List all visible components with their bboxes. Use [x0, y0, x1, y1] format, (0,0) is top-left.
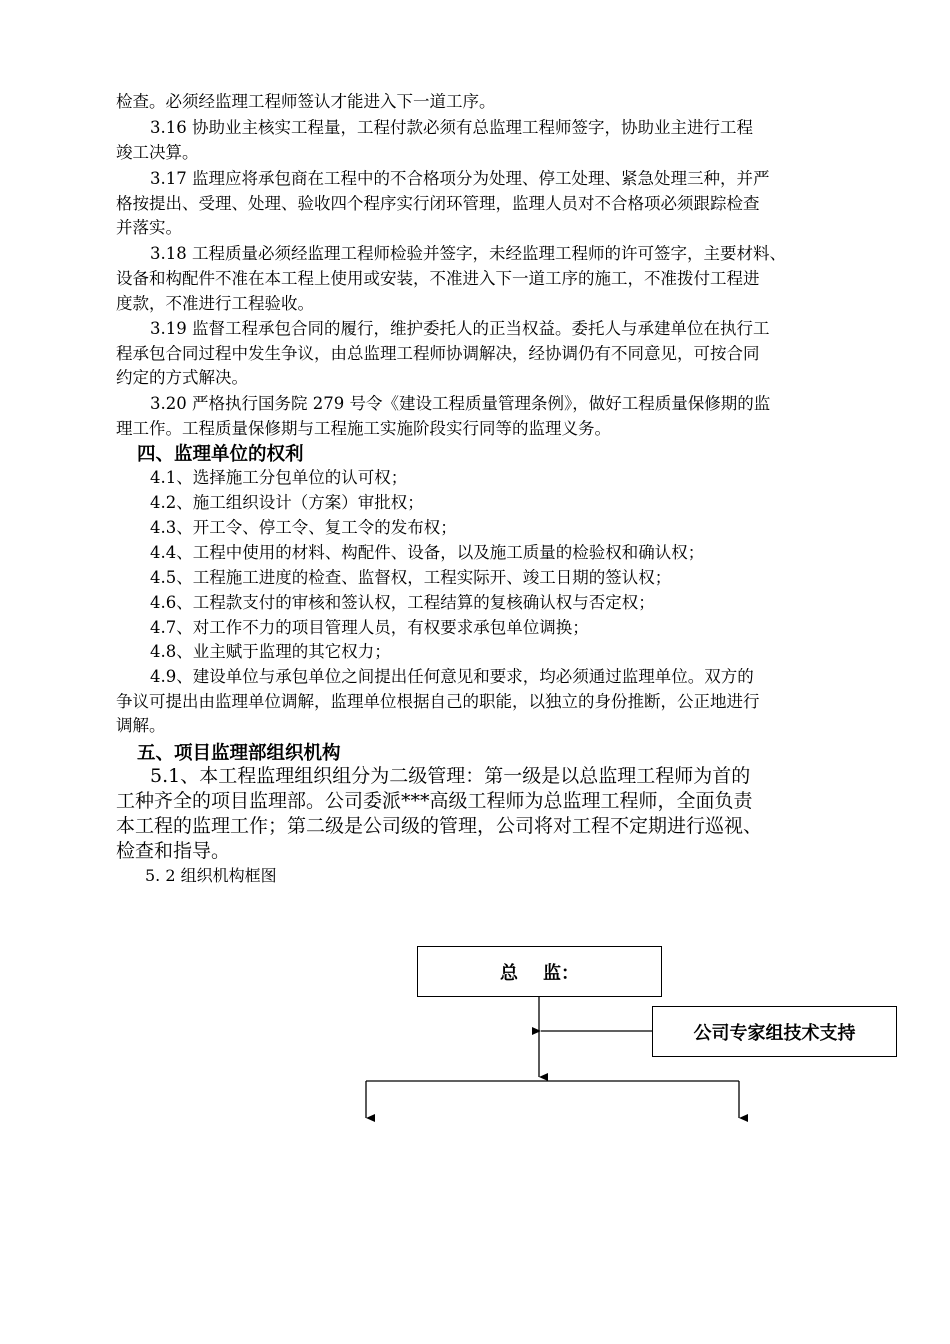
- paragraph-line: 本工程的监理工作；第二级是公司级的管理，公司将对工程不定期进行巡视、: [116, 815, 763, 837]
- paragraph-line: 并落实。: [116, 218, 182, 237]
- section-heading: 五、项目监理部组织机构: [137, 743, 341, 764]
- figure-caption: 5. 2 组织机构框图: [145, 866, 277, 885]
- paragraph-line: 争议可提出由监理单位调解，监理单位根据自己的职能，以独立的身份推断，公正地进行: [116, 692, 760, 711]
- paragraph-line: 3.18 工程质量必须经监理工程师检验并签字，未经监理工程师的许可签字，主要材料、: [150, 244, 786, 263]
- paragraph-line: 约定的方式解决。: [116, 368, 248, 387]
- list-item: 4.5、工程施工进度的检查、监督权，工程实际开、竣工日期的签认权；: [150, 568, 672, 587]
- paragraph-line: 检查和指导。: [116, 840, 231, 862]
- paragraph-line: 3.16 协助业主核实工程量，工程付款必须有总监理工程师签字，协助业主进行工程: [150, 118, 753, 137]
- paragraph-line: 设备和构配件不准在本工程上使用或安装，不准进入下一道工序的施工，不准拨付工程进: [116, 269, 760, 288]
- paragraph-line: 5.1、本工程监理组织组分为二级管理：第一级是以总监理工程师为首的: [150, 765, 751, 787]
- expert-support-box: [652, 1006, 897, 1057]
- section-heading: 四、监理单位的权利: [137, 444, 304, 465]
- paragraph-line: 3.20 严格执行国务院 279 号令《建设工程质量管理条例》，做好工程质量保修期的监: [150, 394, 771, 413]
- list-item: 4.3、开工令、停工令、复工令的发布权；: [150, 518, 457, 537]
- chief-supervisor-box: [417, 946, 662, 997]
- paragraph-line: 格按提出、受理、处理、验收四个程序实行闭环管理，监理人员对不合格项必须跟踪检查: [116, 194, 760, 213]
- paragraph-line: 工种齐全的项目监理部。公司委派***高级工程师为总监理工程师，全面负责: [116, 790, 753, 812]
- list-item: 4.7、对工作不力的项目管理人员，有权要求承包单位调换；: [150, 618, 589, 637]
- paragraph-line: 程承包合同过程中发生争议，由总监理工程师协调解决，经协调仍有不同意见，可按合同: [116, 344, 760, 363]
- chief-supervisor-label: 总 监：: [499, 962, 580, 984]
- paragraph-line: 竣工决算。: [116, 143, 199, 162]
- paragraph-line: 理工作。工程质量保修期与工程施工实施阶段实行同等的监理义务。: [116, 419, 611, 438]
- list-item: 4.1、选择施工分包单位的认可权；: [150, 468, 408, 487]
- expert-support-label: 公司专家组技术支持: [693, 1022, 856, 1044]
- list-item: 4.2、施工组织设计（方案）审批权；: [150, 493, 424, 512]
- paragraph-line: 3.17 监理应将承包商在工程中的不合格项分为处理、停工处理、紧急处理三种，并严: [150, 169, 770, 188]
- paragraph-line: 调解。: [116, 716, 166, 735]
- list-item: 4.8、业主赋于监理的其它权力；: [150, 642, 391, 661]
- list-item: 4.6、工程款支付的审核和签认权，工程结算的复核确认权与否定权；: [150, 593, 655, 612]
- paragraph-line: 检查。必须经监理工程师签认才能进入下一道工序。: [116, 92, 496, 111]
- paragraph-line: 3.19 监督工程承包合同的履行，维护委托人的正当权益。委托人与承建单位在执行工: [150, 319, 770, 338]
- list-item: 4.9、建设单位与承包单位之间提出任何意见和要求，均必须通过监理单位。双方的: [150, 667, 754, 686]
- list-item: 4.4、工程中使用的材料、构配件、设备，以及施工质量的检验权和确认权；: [150, 543, 705, 562]
- paragraph-line: 度款，不准进行工程验收。: [116, 294, 314, 313]
